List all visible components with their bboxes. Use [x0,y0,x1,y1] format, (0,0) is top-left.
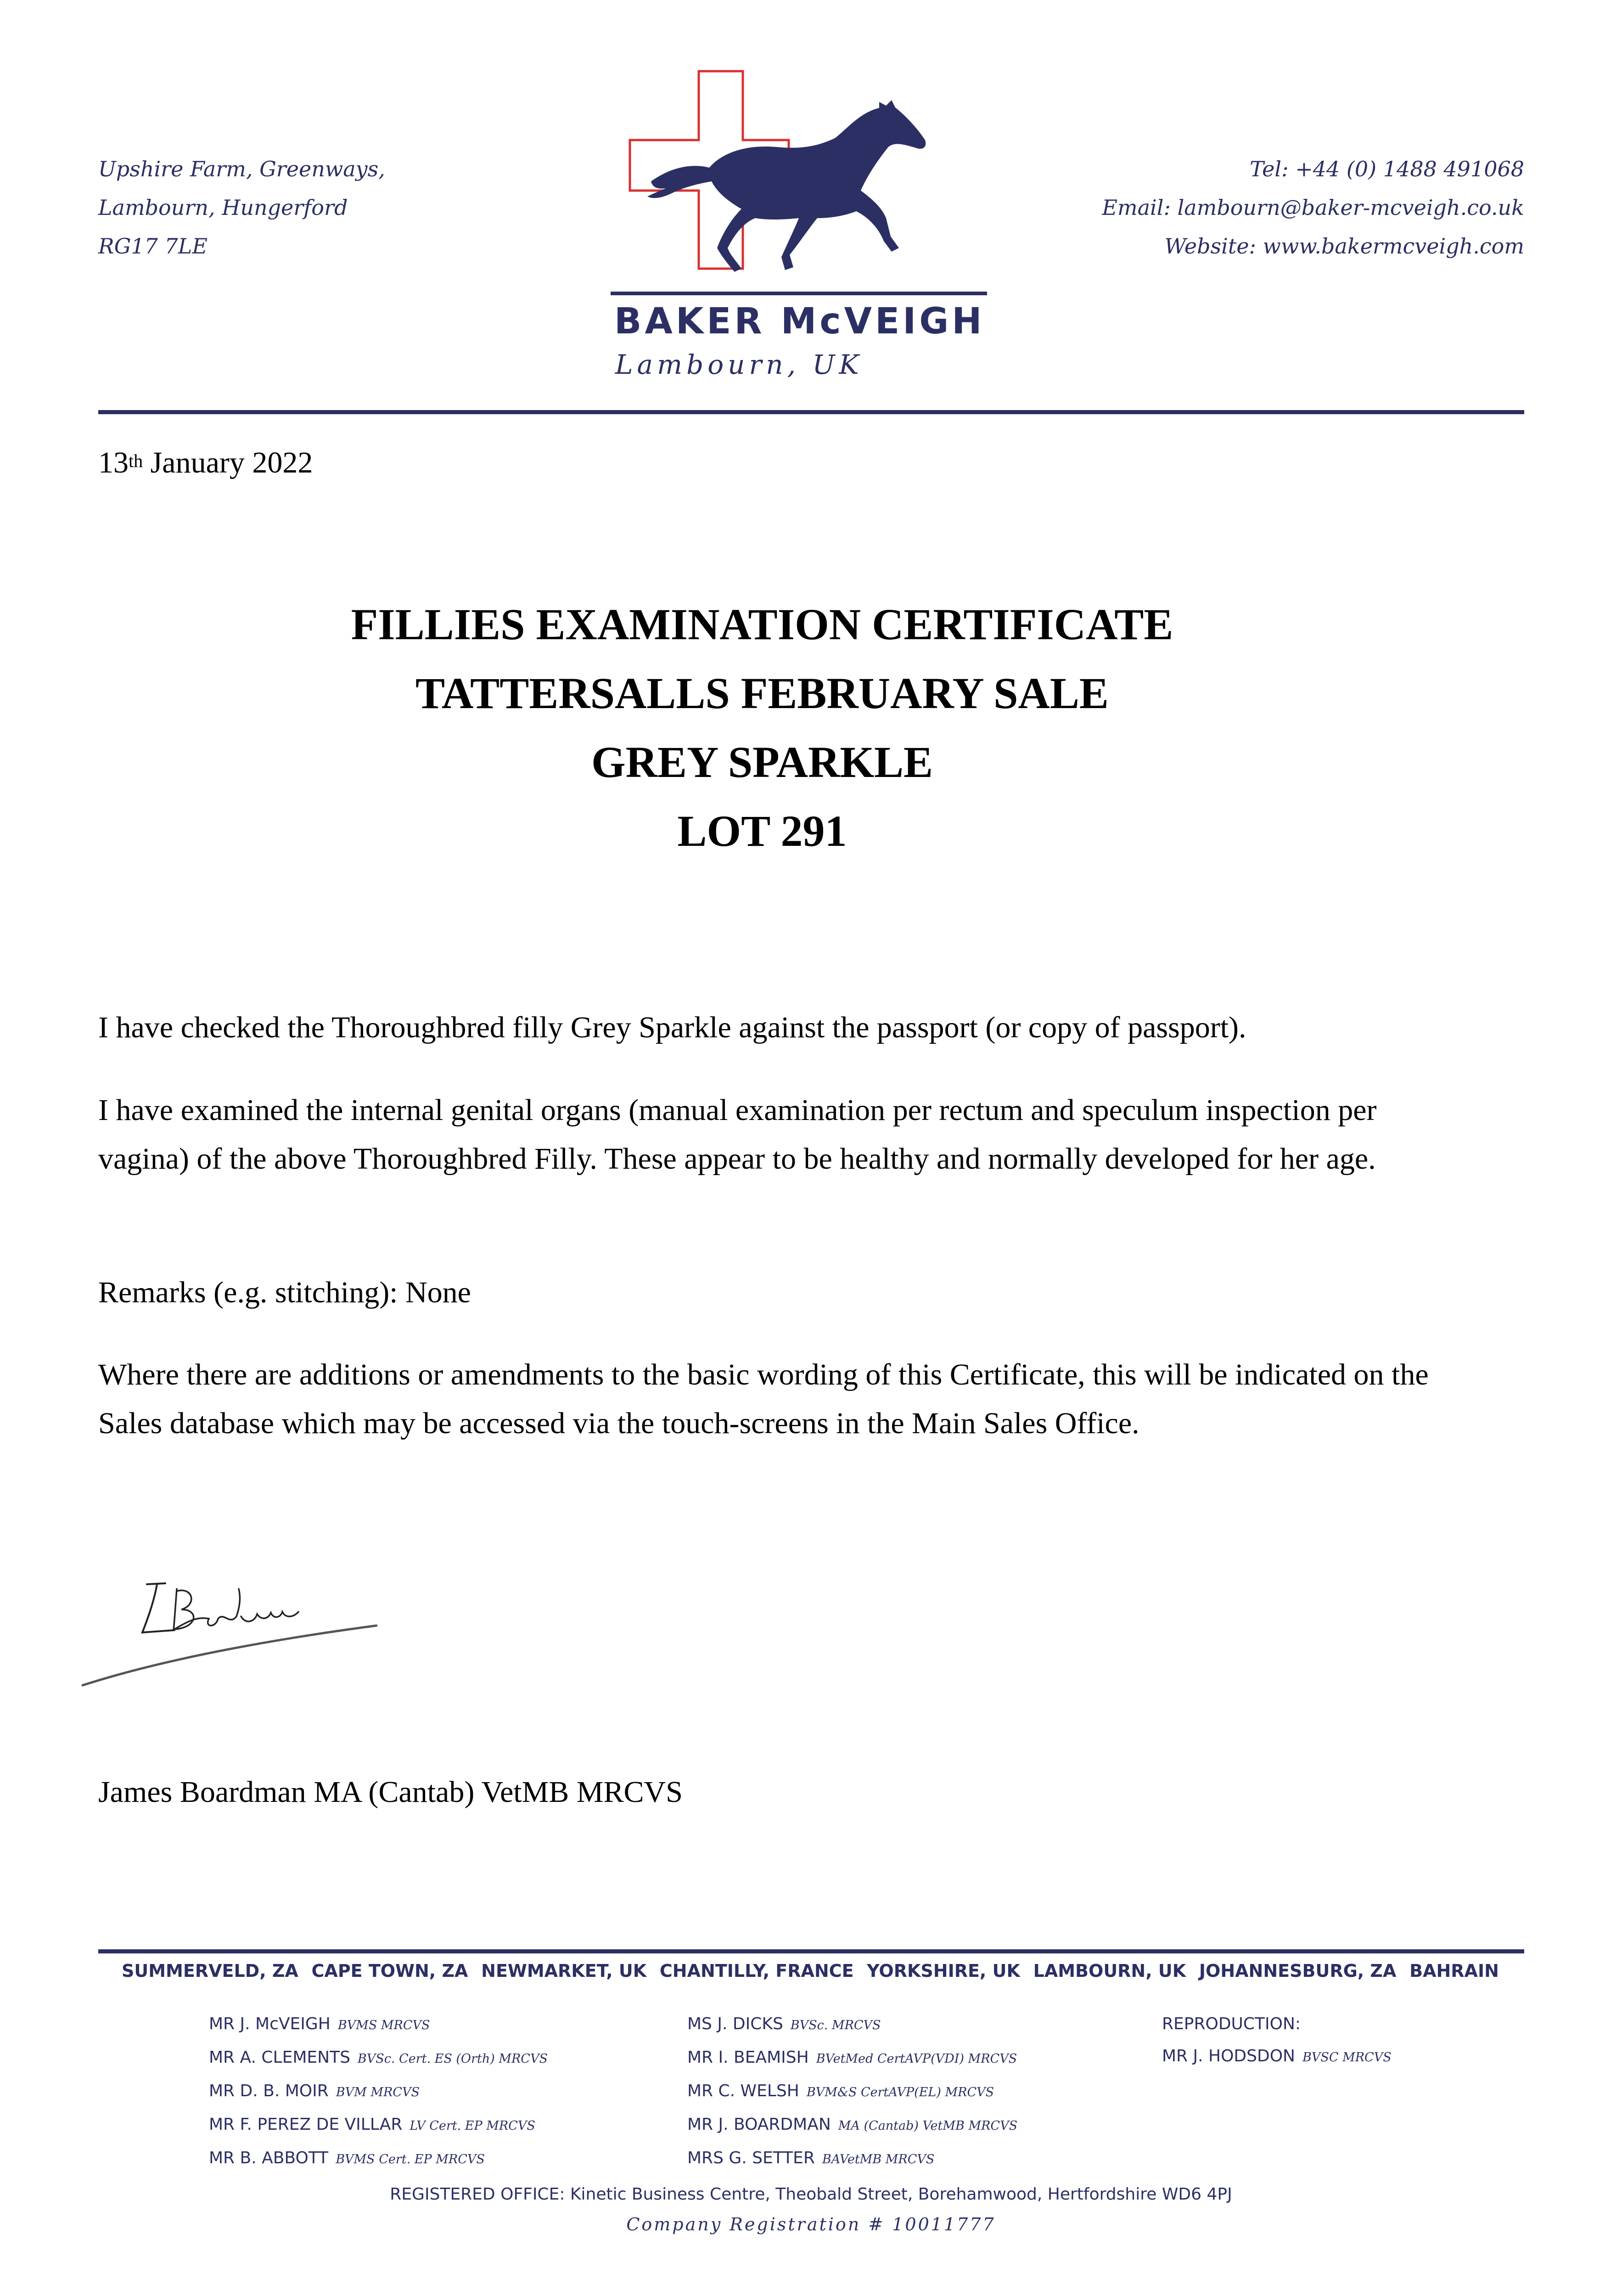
staff-name: MR D. B. MOIR [209,2082,329,2100]
company-registration: Company Registration # 10011777 [626,2214,996,2234]
paragraph-examination: I have examined the internal genital organs (manual examination per rectum and speculum inspection per vagina) of the above Thoroughbred Filly. These appear to be healthy and normally developed for her age. [98,1093,1377,1176]
office-location: LAMBOURN, UK [1033,1961,1186,1981]
paragraph-passport-check: I have checked the Thoroughbred filly Grey Sparkle against the passport (or copy of passport). [98,1011,1246,1044]
staff-name: MR F. PEREZ DE VILLAR [209,2115,403,2134]
staff-name: MR J. HODSDON [1162,2047,1295,2065]
staff-entry [209,2008,548,2042]
staff-entry [209,2109,548,2142]
staff-heading [1162,2008,1392,2040]
address-line: RG17 7LE [98,234,208,259]
certificate-title: FILLIES EXAMINATION CERTIFICATE [351,600,1173,649]
contact-block [1102,150,1524,265]
signer-name: James Boardman MA (Cantab) VetMB MRCVS [98,1775,683,1809]
staff-qualifications: BVSc. Cert. ES (Orth) MRCVS [357,2052,548,2066]
staff-entry [209,2075,548,2109]
address-line: Upshire Farm, Greenways, [98,157,385,181]
certificate-titles [0,590,1524,866]
staff-name: MR J. McVEIGH [209,2015,331,2033]
staff-entry [687,2042,1017,2075]
staff-qualifications: LV Cert. EP MRCVS [410,2119,535,2133]
paragraph-amendments: Where there are additions or amendments to the basic wording of this Certificate, this will be indicated on the Sales database which may be accessed via the touch-screens in the Main Sales Office. [98,1358,1429,1440]
signature-image [78,1570,390,1699]
letter-date [98,445,313,480]
office-location: JOHANNESBURG, ZA [1199,1961,1397,1981]
office-location: BAHRAIN [1409,1961,1499,1981]
sale-title: TATTERSALLS FEBRUARY SALE [415,669,1109,718]
office-location: CHANTILLY, FRANCE [659,1961,854,1981]
staff-qualifications: BVM&S CertAVP(EL) MRCVS [806,2085,994,2099]
staff-qualifications: BVM MRCVS [336,2085,420,2099]
staff-name: MR C. WELSH [687,2082,799,2100]
staff-qualifications: BVMS MRCVS [337,2018,430,2032]
office-location: SUMMERVELD, ZA [122,1961,298,1981]
staff-entry [687,2008,1017,2042]
office-locations [122,1961,1499,1981]
address-line: Lambourn, Hungerford [98,195,348,220]
horse-silhouette [647,100,926,272]
staff-qualifications: BVMS Cert. EP MRCVS [336,2152,485,2167]
logo-rule [611,292,987,295]
address-block [98,150,385,265]
office-location: CAPE TOWN, ZA [311,1961,468,1981]
staff-name: MR I. BEAMISH [687,2048,809,2067]
staff-qualifications: BAVetMB MRCVS [822,2152,935,2167]
horse-name-title: GREY SPARKLE [591,737,933,787]
brand-name: BAKER McVEIGH [614,301,985,342]
staff-entry [209,2142,548,2176]
staff-entry [209,2042,548,2075]
brand-location: Lambourn, UK [615,349,863,380]
staff-entry [1162,2040,1392,2074]
staff-qualifications: BVSc. MRCVS [790,2018,881,2032]
office-location: NEWMARKET, UK [481,1961,647,1981]
staff-heading-label: REPRODUCTION: [1162,2015,1301,2033]
staff-qualifications: MA (Cantab) VetMB MRCVS [838,2119,1018,2133]
staff-entry [687,2142,1017,2176]
email-line: Email: lambourn@baker-mcveigh.co.uk [1102,195,1524,220]
staff-name: MR A. CLEMENTS [209,2048,350,2067]
footer-divider [98,1949,1524,1953]
staff-qualifications: BVSC MRCVS [1302,2050,1392,2065]
staff-column [1162,2008,1392,2074]
header-divider [98,410,1524,414]
registered-office: REGISTERED OFFICE: Kinetic Business Centre, Theobald Street, Borehamwood, Hertfordshire WD6 4PJ [390,2185,1232,2204]
date-rest: January 2022 [143,446,313,479]
staff-entry [687,2075,1017,2109]
staff-column [209,2008,548,2176]
date-day: 13 [98,446,129,479]
website-line: Website: www.bakermcveigh.com [1164,234,1524,259]
staff-column [687,2008,1017,2176]
staff-name: MS J. DICKS [687,2015,783,2033]
paragraph-remarks: Remarks (e.g. stitching): None [98,1276,471,1309]
staff-name: MR B. ABBOTT [209,2149,329,2167]
date-suffix: th [129,450,143,471]
staff-name: MRS G. SETTER [687,2149,815,2167]
staff-name: MR J. BOARDMAN [687,2115,831,2134]
office-location: YORKSHIRE, UK [867,1961,1020,1981]
staff-qualifications: BVetMed CertAVP(VDI) MRCVS [816,2052,1017,2066]
lot-title: LOT 291 [677,806,847,855]
phone-line: Tel: +44 (0) 1488 491068 [1250,157,1524,181]
staff-entry [687,2109,1017,2142]
